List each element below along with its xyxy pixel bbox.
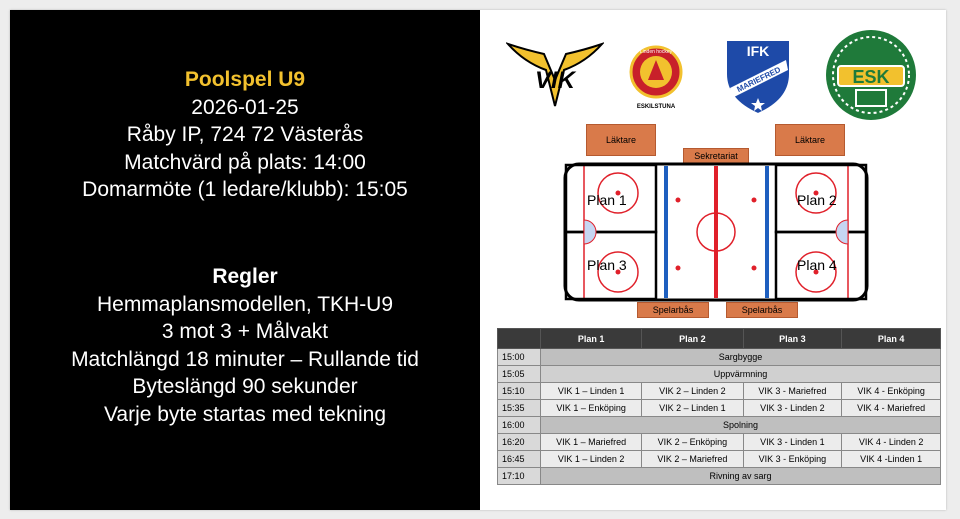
match-cell: VIK 3 - Mariefred [743,383,842,400]
schedule-header-row [498,329,941,349]
rule-line: Varje byte startas med tekning [103,402,387,426]
plan-1-label: Plan 1 [587,192,627,208]
table-row [498,434,941,451]
plan-2-label: Plan 2 [797,192,837,208]
secretariat-label: Sekretariat [683,148,749,164]
row-time: 15:05 [498,366,541,383]
match-cell: VIK 4 - Linden 2 [842,434,941,451]
match-cell: VIK 3 - Enköping [743,451,842,468]
rules-heading: Regler [212,265,278,288]
event-title: Poolspel U9 [184,68,306,91]
header-plan-4: Plan 4 [842,329,941,349]
header-time [498,329,541,349]
match-cell: VIK 1 – Mariefred [541,434,642,451]
row-time: 16:45 [498,451,541,468]
row-time: 15:10 [498,383,541,400]
match-cell: VIK 1 – Enköping [541,400,642,417]
rule-line: Hemmaplansmodellen, TKH-U9 [96,292,394,316]
host-time: Matchvärd på plats: 14:00 [124,150,366,174]
ifk-mariefred-logo [722,36,794,116]
table-row [498,366,941,383]
match-cell: VIK 2 – Linden 1 [642,400,743,417]
vik-logo [506,40,604,110]
referee-meeting: Domarmöte (1 ledare/klubb): 15:05 [82,178,408,201]
match-cell: VIK 4 -Linden 1 [842,451,941,468]
event-info [10,66,480,204]
row-time: 17:10 [498,468,541,485]
event-venue: Råby IP, 724 72 Västerås [126,123,364,146]
rules-section [10,263,480,428]
match-cell: VIK 4 - Mariefred [842,400,941,417]
row-activity: Uppvärmning [541,366,941,383]
rule-line: Matchlängd 18 minuter – Rullande tid [71,347,419,371]
event-date: 2026-01-25 [191,95,299,119]
match-cell: VIK 3 - Linden 2 [743,400,842,417]
match-cell: VIK 4 - Enköping [842,383,941,400]
schedule-table [497,328,941,485]
plan-4-label: Plan 4 [797,257,837,273]
header-plan-1: Plan 1 [541,329,642,349]
vik-logo-text: VIK [534,67,576,94]
stand-left-label: Läktare [586,124,656,156]
rule-line: 3 mot 3 + Målvakt [161,320,329,343]
stand-right-label: Läktare [775,124,845,156]
match-cell: VIK 3 - Linden 1 [743,434,842,451]
row-time: 15:00 [498,349,541,366]
rink-diagram [560,160,872,304]
row-activity: Spolning [541,417,941,434]
table-row [498,468,941,485]
match-cell: VIK 2 – Mariefred [642,451,743,468]
row-time: 16:00 [498,417,541,434]
ifk-text: IFK [746,43,770,59]
row-activity: Sargbygge [541,349,941,366]
info-panel [10,10,480,510]
match-cell: VIK 1 – Linden 1 [541,383,642,400]
plan-3-label: Plan 3 [587,257,627,273]
esk-text: ESK [852,67,890,87]
bench-right-label: Spelarbås [726,302,798,318]
table-row [498,417,941,434]
header-plan-3: Plan 3 [743,329,842,349]
linden-logo [628,44,684,112]
esk-logo [824,28,918,122]
table-row [498,451,941,468]
row-time: 16:20 [498,434,541,451]
header-plan-2: Plan 2 [642,329,743,349]
table-row [498,383,941,400]
row-activity: Rivning av sarg [541,468,941,485]
mariefred-text: MARIEFRED [735,65,783,95]
linden-city-text: ESKILSTUNA [636,104,676,110]
match-cell: VIK 1 – Linden 2 [541,451,642,468]
match-cell: VIK 2 – Linden 2 [642,383,743,400]
bench-left-label: Spelarbås [637,302,709,318]
table-row [498,349,941,366]
linden-logo-text: Linden hockey [639,49,673,55]
table-row [498,400,941,417]
match-cell: VIK 2 – Enköping [642,434,743,451]
row-time: 15:35 [498,400,541,417]
rule-line: Byteslängd 90 sekunder [132,375,358,398]
